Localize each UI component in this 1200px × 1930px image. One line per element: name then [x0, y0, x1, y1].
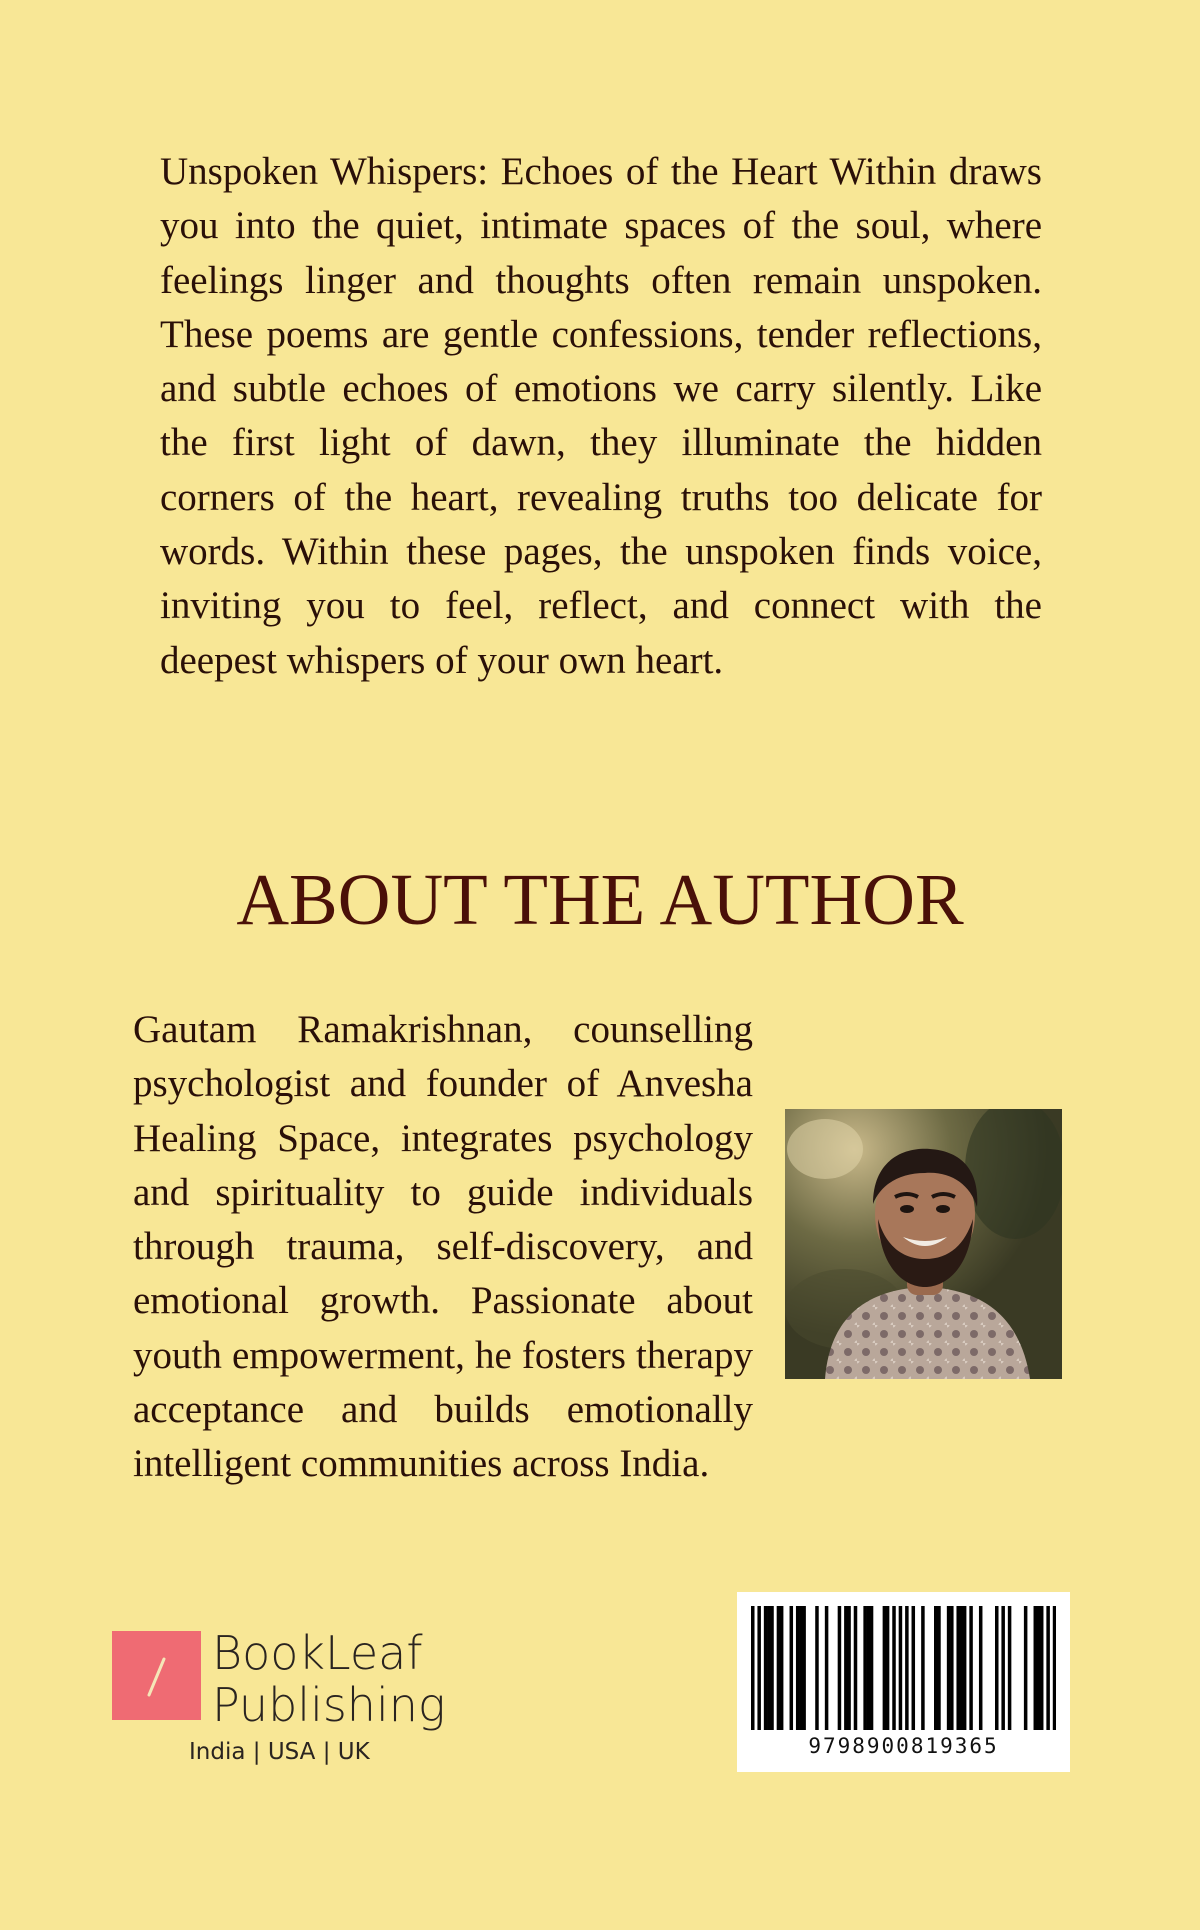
barcode-bar: [790, 1606, 794, 1730]
about-author-heading: ABOUT THE AUTHOR: [236, 859, 964, 940]
barcode-bar: [883, 1606, 887, 1730]
barcode-bar: [905, 1606, 909, 1730]
barcode-bar: [912, 1606, 916, 1730]
barcode-bar: [751, 1606, 755, 1730]
barcode-bar: [870, 1606, 874, 1730]
barcode-bar: [863, 1606, 867, 1730]
barcode-bars: [751, 1606, 1056, 1730]
isbn-number: 9798900819365: [808, 1734, 999, 1758]
barcode-bar: [854, 1606, 858, 1730]
barcode-bar: [764, 1606, 768, 1730]
publisher-name-line1: BookLeaf: [212, 1626, 423, 1680]
barcode-bar: [770, 1606, 774, 1730]
publisher-regions: India | USA | UK: [189, 1739, 370, 1765]
barcode-bar: [777, 1606, 781, 1730]
barcode-bar: [1024, 1606, 1028, 1730]
barcode-bar: [796, 1606, 800, 1730]
publisher-name-line2: Publishing: [212, 1678, 446, 1732]
barcode-bar: [1040, 1606, 1044, 1730]
barcode-bar: [847, 1606, 851, 1730]
barcode-bar: [780, 1606, 784, 1730]
isbn-barcode: [737, 1592, 1070, 1772]
barcode-bar: [899, 1606, 903, 1730]
barcode-bar: [1037, 1606, 1041, 1730]
barcode-bar: [867, 1606, 871, 1730]
book-blurb: Unspoken Whispers: Echoes of the Heart Within draws you into the quiet, intimate spaces of the soul, where feelings linger and thoughts often remain unspoken. These poems are gentle confessions, tender reflections, and subtle echoes of emotions we carry silently. Like the first light of dawn, they illuminate the hidden corners of the heart, revealing truths too delicate for words. Within these pages, the unspoken finds voice, inviting you to feel, reflect, and connect with the deepest whispers of your own heart.: [160, 150, 1042, 682]
barcode-bar: [979, 1606, 983, 1730]
author-bio: Gautam Ramakrishnan, counselling psychologist and founder of Anvesha Healing Space, integrates psychology and spirituality to guide individuals through trauma, self-discovery, and emotional growth. Passionate about youth empowerment, he fosters therapy acceptance and builds emotionally intelligent communities across India.: [133, 1008, 753, 1486]
publisher-logo-mark: [112, 1631, 201, 1720]
barcode-bar: [802, 1606, 806, 1730]
barcode-bar: [767, 1606, 771, 1730]
slash-icon: [112, 1631, 201, 1720]
barcode-bar: [1001, 1606, 1005, 1730]
barcode-bar: [1046, 1606, 1050, 1730]
barcode-bar: [825, 1606, 829, 1730]
barcode-bar: [969, 1606, 973, 1730]
barcode-bar: [960, 1606, 964, 1730]
barcode-bar: [950, 1606, 954, 1730]
barcode-bar: [1008, 1606, 1012, 1730]
barcode-bar: [844, 1606, 848, 1730]
barcode-bar: [937, 1606, 941, 1730]
publisher-name: [212, 1627, 446, 1731]
barcode-bar: [892, 1606, 896, 1730]
barcode-bar: [963, 1606, 967, 1730]
barcode-bar: [934, 1606, 938, 1730]
barcode-bar: [921, 1606, 925, 1730]
barcode-bar: [1053, 1606, 1056, 1730]
barcode-bar: [757, 1606, 761, 1730]
barcode-bar: [1034, 1606, 1038, 1730]
barcode-bar: [815, 1606, 819, 1730]
barcode-bar: [995, 1606, 999, 1730]
barcode-bar: [956, 1606, 960, 1730]
barcode-bar: [886, 1606, 890, 1730]
barcode-bar: [799, 1606, 803, 1730]
barcode-bar: [947, 1606, 951, 1730]
barcode-bar: [838, 1606, 842, 1730]
author-photo: [785, 1109, 1062, 1379]
